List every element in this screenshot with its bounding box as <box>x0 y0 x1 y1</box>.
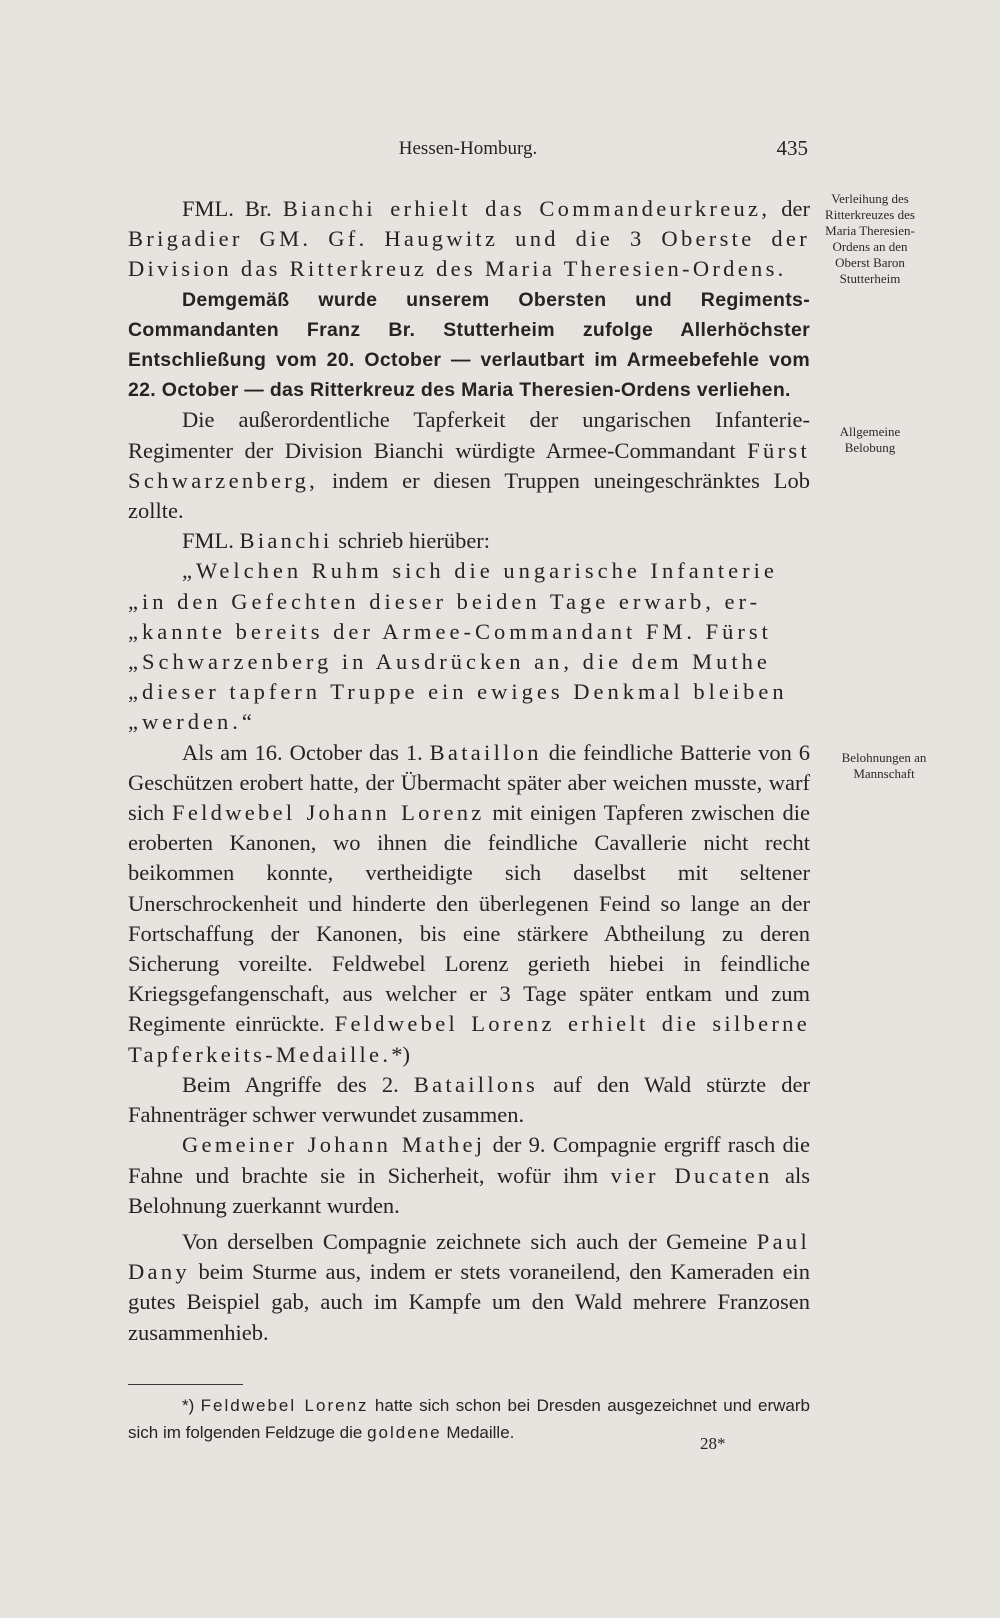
text-run: mit einigen Tapferen zwischen die eroberten Kanonen, wo ihnen die feindliche Cavallerie nicht recht beikommen konnte, vertheidigte sich daselbst mit seltener Unerschrockenheit und hinderte den überlegenen Feind so lange an der Fortschaffung der Kanonen, bis eine stärkere Abtheilung zu deren Sicherung voreilte. Feldwebel Lorenz gerieth hiebei in feindliche Kriegsgefangenschaft, aus welcher er 3 Tage später entkam und zum Regimente einrückte. <box>128 800 810 1037</box>
margin-note-belobung: Allgemeine Belobung <box>839 424 901 455</box>
paragraph-4 <box>128 526 810 556</box>
text-run: Medaille. <box>441 1423 515 1442</box>
paragraph-5 <box>128 738 810 1070</box>
quote-line: „in den Gefechten dieser beiden Tage erwarb, er- <box>128 588 762 614</box>
spaced-text: Gemeiner Johann Mathej <box>182 1132 486 1158</box>
text-run: hatte sich schon bei Dresden ausgezeichnet und erwarb sich im folgenden Feldzuge die <box>128 1396 810 1442</box>
spaced-text: Feldwebel Johann Lorenz <box>172 800 485 826</box>
body-text <box>128 194 810 1348</box>
text-run: FML. Br. <box>182 196 283 221</box>
page-number: 435 <box>776 136 808 160</box>
text-run: FML. <box>182 528 240 554</box>
spaced-text: Bianchi erhielt das Commandeurkreuz, <box>282 196 771 221</box>
text-run: Beim Angriffe des 2. <box>182 1071 414 1097</box>
spaced-text: Feldwebel Lorenz erhielt die silberne Tapferkeits-Medaille. <box>128 1011 810 1067</box>
paragraph-1 <box>128 194 810 285</box>
text-run: der <box>770 196 811 221</box>
margin-note-belohnungen: Belohnungen an Mannschaft <box>841 750 927 781</box>
quote-line: „kannte bereits der Armee-Commandant FM. Fürst <box>128 618 772 644</box>
signature-mark: 28* <box>700 1434 726 1453</box>
text-run: Als am 16. October das 1. <box>182 739 430 765</box>
paragraph-7 <box>128 1130 810 1221</box>
paragraph-2: Demgemäß wurde unserem Obersten und Regiments-Commandanten Franz Br. Stutterheim zufolge Allerhöchster Entschließung vom 20. October — verlautbart im Armeebefehle vom 22. October — das Ritterkreuz des Maria Theresien-Ordens verliehen. <box>128 288 810 402</box>
spaced-text: Feldwebel Lorenz <box>200 1396 369 1415</box>
spaced-text: Bataillon <box>429 739 542 765</box>
quote-line: „werden.“ <box>128 709 256 735</box>
spaced-text: vier Ducaten <box>610 1162 773 1188</box>
paragraph-8 <box>128 1227 810 1348</box>
text-run: Die außerordentliche Tapferkeit der ungarischen Infanterie-Regimenter der Division Bianchi würdigte Armee-Commandant <box>128 407 810 463</box>
text-run: schrieb hierüber: <box>332 528 491 554</box>
spaced-text: Fürst Schwarzenberg, <box>128 437 810 493</box>
text-run: der 9. Compagnie ergriff rasch die Fahne und brachte sie in Sicherheit, wofür ihm <box>128 1132 811 1188</box>
margin-note-ritterkreuz: Verleihung des Ritterkreuzes des Maria Theresien-Ordens an den Oberst Baron Stutterheim <box>825 191 915 286</box>
running-title: Hessen-Homburg. <box>398 138 538 159</box>
quote-line: „Welchen Ruhm sich die ungarische Infanterie <box>182 558 778 584</box>
spaced-text: goldene <box>367 1423 442 1442</box>
text-run: indem er diesen Truppen uneingeschränktes Lob zollte. <box>128 467 810 524</box>
text-run: Von derselben Compagnie zeichnete sich auch der Gemeine <box>182 1228 757 1254</box>
spaced-text: Bataillons <box>413 1071 539 1097</box>
footnote-marker: *) <box>391 1041 411 1067</box>
quotation <box>128 556 810 737</box>
paragraph-6 <box>128 1070 810 1130</box>
running-head <box>128 136 808 166</box>
footnote-marker: *) <box>182 1396 201 1415</box>
text-run: die feindliche Batterie von 6 Geschützen erobert hatte, der Übermacht später aber weichen musste, warf sich <box>128 739 810 826</box>
spaced-text: Brigadier GM. Gf. Haugwitz und die 3 Oberste der Division das Ritterkreuz des Maria Theresien-Ordens. <box>128 226 810 282</box>
text-run: beim Sturme aus, indem er stets voraneilend, den Kameraden ein gutes Beispiel gab, auch im Kampfe um den Wald mehrere Franzosen zusammenhieb. <box>128 1259 810 1345</box>
quote-line: „Schwarzenberg in Ausdrücken an, die dem Muthe <box>128 649 771 675</box>
quote-line: „dieser tapfern Truppe ein ewiges Denkmal bleiben <box>128 679 788 705</box>
text-run: als Belohnung zuerkannt wurden. <box>128 1162 810 1218</box>
footnote-rule <box>128 1384 243 1385</box>
paragraph-3 <box>128 405 810 526</box>
spaced-text: Bianchi <box>239 528 333 554</box>
text-run: auf den Wald stürzte der Fahnenträger schwer verwundet zusammen. <box>128 1071 810 1128</box>
spaced-text: Paul Dany <box>128 1228 810 1285</box>
